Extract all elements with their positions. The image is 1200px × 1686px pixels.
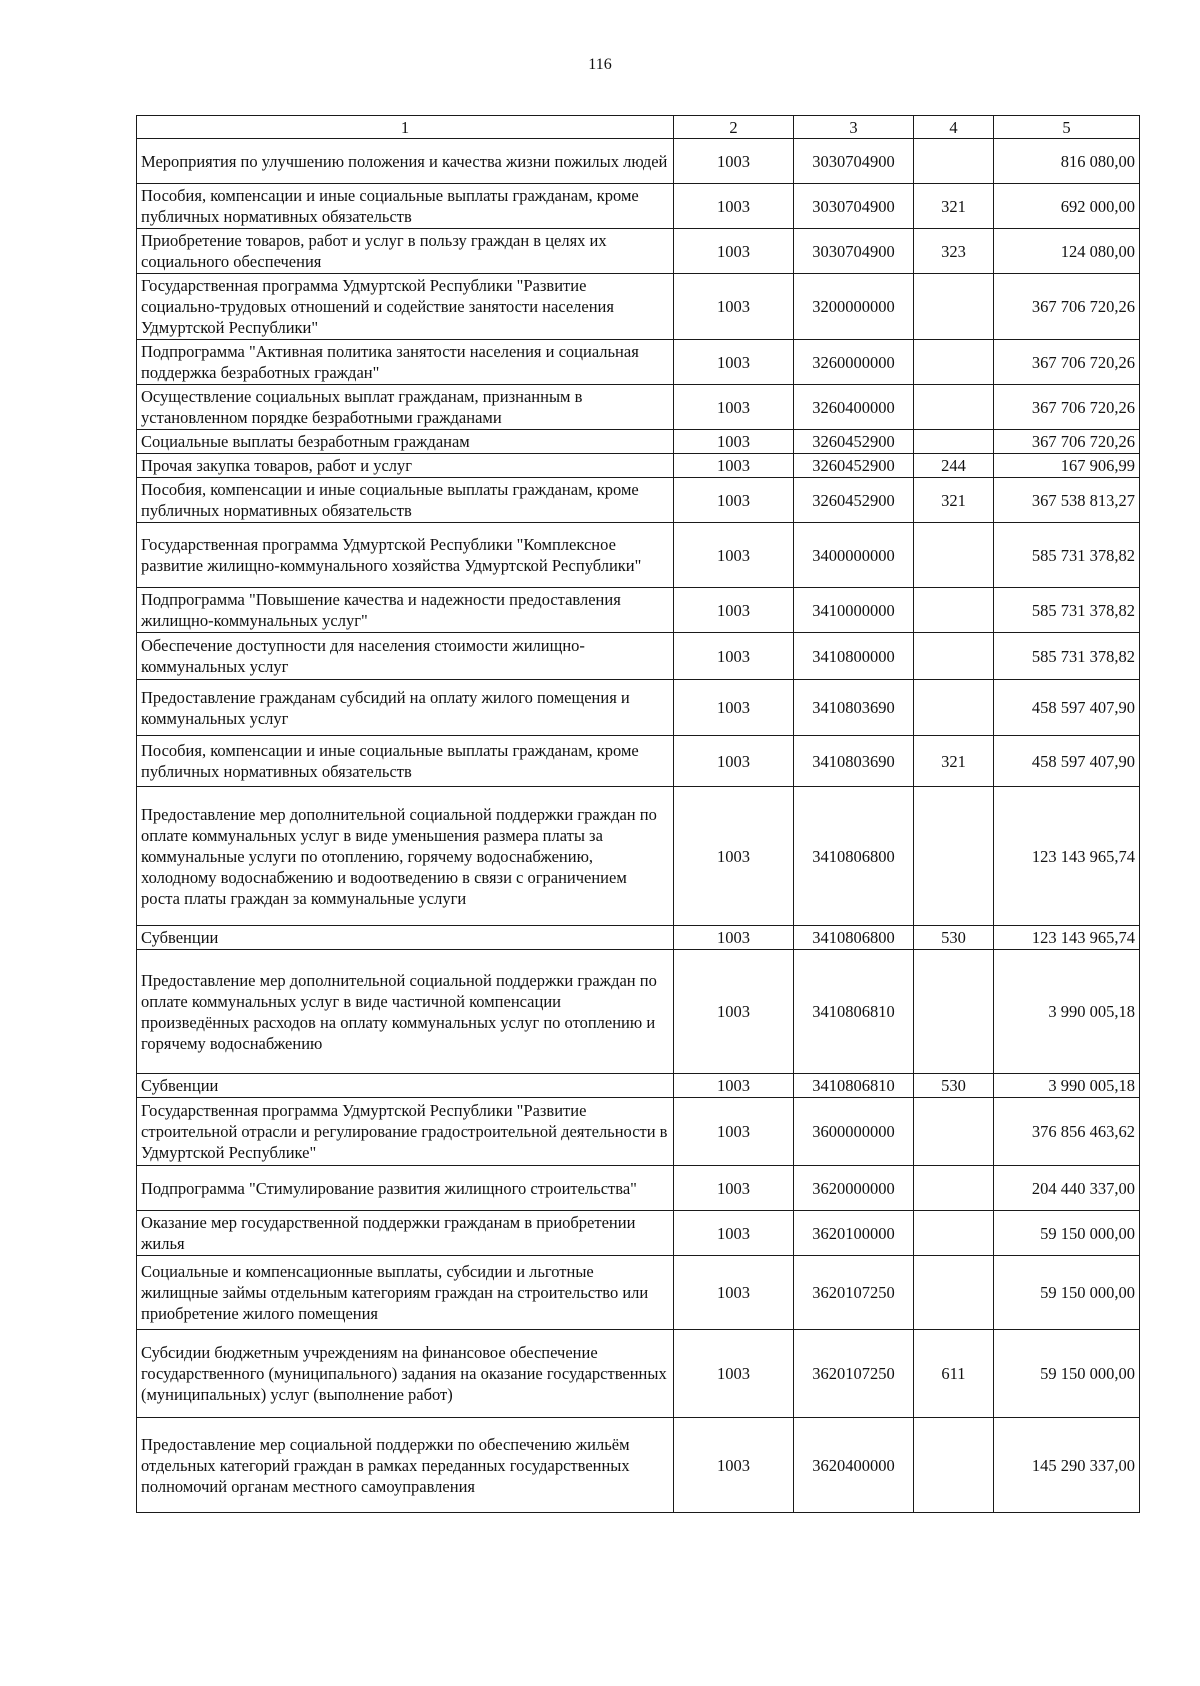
cell-expense-type <box>914 1166 994 1211</box>
cell-expense-type <box>914 1098 994 1166</box>
cell-name: Государственная программа Удмуртской Республики "Развитие строительной отрасли и регулирование градостроительной деятельности в Удмуртской Республике" <box>137 1098 674 1166</box>
cell-section-code: 1003 <box>674 950 794 1074</box>
cell-name: Государственная программа Удмуртской Республики "Комплексное развитие жилищно-коммунального хозяйства Удмуртской Республики" <box>137 523 674 588</box>
cell-expense-type <box>914 787 994 926</box>
cell-expense-type: 321 <box>914 478 994 523</box>
cell-name: Социальные выплаты безработным гражданам <box>137 430 674 454</box>
table-row <box>137 340 1140 385</box>
cell-name: Подпрограмма "Активная политика занятости населения и социальная поддержка безработных граждан" <box>137 340 674 385</box>
cell-target-article: 3410806810 <box>794 1074 914 1098</box>
cell-section-code: 1003 <box>674 523 794 588</box>
cell-section-code: 1003 <box>674 1211 794 1256</box>
cell-target-article: 3620107250 <box>794 1330 914 1418</box>
cell-expense-type <box>914 588 994 633</box>
cell-target-article: 3620400000 <box>794 1418 914 1513</box>
cell-expense-type: 530 <box>914 1074 994 1098</box>
cell-section-code: 1003 <box>674 385 794 430</box>
cell-name: Государственная программа Удмуртской Республики "Развитие социально-трудовых отношений и содействие занятости населения Удмуртской Республики" <box>137 274 674 340</box>
cell-amount: 585 731 378,82 <box>994 588 1140 633</box>
header-row <box>137 116 1140 139</box>
cell-amount: 816 080,00 <box>994 139 1140 184</box>
cell-amount: 367 706 720,26 <box>994 274 1140 340</box>
cell-section-code: 1003 <box>674 736 794 787</box>
cell-expense-type <box>914 340 994 385</box>
cell-section-code: 1003 <box>674 340 794 385</box>
cell-expense-type <box>914 633 994 680</box>
cell-name: Предоставление гражданам субсидий на оплату жилого помещения и коммунальных услуг <box>137 680 674 736</box>
cell-section-code: 1003 <box>674 633 794 680</box>
cell-amount: 585 731 378,82 <box>994 633 1140 680</box>
table-row <box>137 633 1140 680</box>
cell-target-article: 3260452900 <box>794 478 914 523</box>
table-row <box>137 523 1140 588</box>
cell-expense-type: 321 <box>914 184 994 229</box>
cell-expense-type <box>914 523 994 588</box>
header-col-1: 1 <box>137 116 674 139</box>
cell-target-article: 3260452900 <box>794 430 914 454</box>
cell-expense-type <box>914 274 994 340</box>
cell-section-code: 1003 <box>674 1098 794 1166</box>
page-number: 116 <box>588 56 612 73</box>
cell-section-code: 1003 <box>674 229 794 274</box>
cell-name: Пособия, компенсации и иные социальные выплаты гражданам, кроме публичных нормативных обязательств <box>137 184 674 229</box>
table-row <box>137 430 1140 454</box>
cell-section-code: 1003 <box>674 1166 794 1211</box>
table-row <box>137 1256 1140 1330</box>
table-header <box>137 116 1140 139</box>
table-row <box>137 926 1140 950</box>
cell-name: Пособия, компенсации и иные социальные выплаты гражданам, кроме публичных нормативных обязательств <box>137 478 674 523</box>
cell-amount: 367 706 720,26 <box>994 340 1140 385</box>
cell-target-article: 3260452900 <box>794 454 914 478</box>
cell-name: Субсидии бюджетным учреждениям на финансовое обеспечение государственного (муниципального) задания на оказание государственных (муниципальных) услуг (выполнение работ) <box>137 1330 674 1418</box>
table-row <box>137 385 1140 430</box>
cell-section-code: 1003 <box>674 926 794 950</box>
cell-target-article: 3260000000 <box>794 340 914 385</box>
cell-amount: 367 706 720,26 <box>994 385 1140 430</box>
cell-section-code: 1003 <box>674 588 794 633</box>
cell-name: Субвенции <box>137 926 674 950</box>
cell-expense-type <box>914 1256 994 1330</box>
cell-section-code: 1003 <box>674 478 794 523</box>
cell-target-article: 3030704900 <box>794 229 914 274</box>
header-col-4: 4 <box>914 116 994 139</box>
cell-amount: 123 143 965,74 <box>994 926 1140 950</box>
cell-amount: 376 856 463,62 <box>994 1098 1140 1166</box>
cell-amount: 585 731 378,82 <box>994 523 1140 588</box>
cell-target-article: 3410806800 <box>794 926 914 950</box>
cell-target-article: 3410803690 <box>794 736 914 787</box>
table-row <box>137 1166 1140 1211</box>
cell-name: Подпрограмма "Стимулирование развития жилищного строительства" <box>137 1166 674 1211</box>
cell-section-code: 1003 <box>674 1256 794 1330</box>
budget-table <box>136 115 1140 1513</box>
cell-amount: 145 290 337,00 <box>994 1418 1140 1513</box>
cell-section-code: 1003 <box>674 274 794 340</box>
cell-expense-type <box>914 385 994 430</box>
cell-target-article: 3620107250 <box>794 1256 914 1330</box>
cell-target-article: 3410806800 <box>794 787 914 926</box>
cell-name: Пособия, компенсации и иные социальные выплаты гражданам, кроме публичных нормативных обязательств <box>137 736 674 787</box>
cell-expense-type <box>914 1418 994 1513</box>
cell-name: Предоставление мер дополнительной социальной поддержки граждан по оплате коммунальных услуг в виде частичной компенсации произведённых расходов на оплату коммунальных услуг по отоплению и горячему водоснабжению <box>137 950 674 1074</box>
cell-name: Социальные и компенсационные выплаты, субсидии и льготные жилищные займы отдельным категориям граждан на строительство или приобретение жилого помещения <box>137 1256 674 1330</box>
cell-target-article: 3030704900 <box>794 184 914 229</box>
table-row <box>137 274 1140 340</box>
cell-target-article: 3410000000 <box>794 588 914 633</box>
cell-expense-type: 530 <box>914 926 994 950</box>
cell-target-article: 3410806810 <box>794 950 914 1074</box>
cell-target-article: 3410800000 <box>794 633 914 680</box>
cell-section-code: 1003 <box>674 1418 794 1513</box>
cell-expense-type: 611 <box>914 1330 994 1418</box>
cell-amount: 3 990 005,18 <box>994 950 1140 1074</box>
header-col-3: 3 <box>794 116 914 139</box>
table-row <box>137 139 1140 184</box>
cell-amount: 59 150 000,00 <box>994 1256 1140 1330</box>
cell-name: Оказание мер государственной поддержки гражданам в приобретении жилья <box>137 1211 674 1256</box>
cell-name: Предоставление мер дополнительной социальной поддержки граждан по оплате коммунальных услуг в виде уменьшения размера платы за коммунальные услуги по отоплению, горячему водоснабжению, холодному водоснабжению и водоотведению в связи с ограничением роста платы граждан за коммунальные услуги <box>137 787 674 926</box>
table-row <box>137 680 1140 736</box>
header-col-5: 5 <box>994 116 1140 139</box>
cell-amount: 124 080,00 <box>994 229 1140 274</box>
table-row <box>137 478 1140 523</box>
cell-name: Предоставление мер социальной поддержки по обеспечению жильём отдельных категорий граждан в рамках переданных государственных полномочий органам местного самоуправления <box>137 1418 674 1513</box>
cell-section-code: 1003 <box>674 680 794 736</box>
cell-expense-type <box>914 430 994 454</box>
table-row <box>137 1074 1140 1098</box>
cell-target-article: 3260400000 <box>794 385 914 430</box>
cell-expense-type <box>914 1211 994 1256</box>
table-row <box>137 454 1140 478</box>
cell-target-article: 3030704900 <box>794 139 914 184</box>
header-col-2: 2 <box>674 116 794 139</box>
cell-name: Субвенции <box>137 1074 674 1098</box>
table-row <box>137 184 1140 229</box>
table-row <box>137 1098 1140 1166</box>
cell-section-code: 1003 <box>674 184 794 229</box>
cell-expense-type <box>914 950 994 1074</box>
cell-amount: 458 597 407,90 <box>994 680 1140 736</box>
cell-section-code: 1003 <box>674 787 794 926</box>
cell-amount: 367 706 720,26 <box>994 430 1140 454</box>
cell-name: Прочая закупка товаров, работ и услуг <box>137 454 674 478</box>
cell-expense-type: 321 <box>914 736 994 787</box>
cell-amount: 3 990 005,18 <box>994 1074 1140 1098</box>
cell-amount: 458 597 407,90 <box>994 736 1140 787</box>
cell-target-article: 3620100000 <box>794 1211 914 1256</box>
cell-target-article: 3620000000 <box>794 1166 914 1211</box>
cell-amount: 692 000,00 <box>994 184 1140 229</box>
cell-expense-type <box>914 680 994 736</box>
table-row <box>137 1330 1140 1418</box>
cell-expense-type: 323 <box>914 229 994 274</box>
cell-section-code: 1003 <box>674 1074 794 1098</box>
cell-target-article: 3410803690 <box>794 680 914 736</box>
cell-name: Приобретение товаров, работ и услуг в пользу граждан в целях их социального обеспечения <box>137 229 674 274</box>
cell-amount: 123 143 965,74 <box>994 787 1140 926</box>
table-row <box>137 1211 1140 1256</box>
cell-amount: 167 906,99 <box>994 454 1140 478</box>
cell-target-article: 3600000000 <box>794 1098 914 1166</box>
table-row <box>137 736 1140 787</box>
cell-amount: 204 440 337,00 <box>994 1166 1140 1211</box>
table-row <box>137 950 1140 1074</box>
cell-name: Подпрограмма "Повышение качества и надежности предоставления жилищно-коммунальных услуг" <box>137 588 674 633</box>
cell-amount: 367 538 813,27 <box>994 478 1140 523</box>
cell-amount: 59 150 000,00 <box>994 1211 1140 1256</box>
cell-section-code: 1003 <box>674 454 794 478</box>
table-row <box>137 787 1140 926</box>
cell-name: Мероприятия по улучшению положения и качества жизни пожилых людей <box>137 139 674 184</box>
table-body <box>137 139 1140 1513</box>
cell-expense-type: 244 <box>914 454 994 478</box>
cell-name: Обеспечение доступности для населения стоимости жилищно-коммунальных услуг <box>137 633 674 680</box>
cell-amount: 59 150 000,00 <box>994 1330 1140 1418</box>
cell-target-article: 3400000000 <box>794 523 914 588</box>
cell-section-code: 1003 <box>674 1330 794 1418</box>
cell-name: Осуществление социальных выплат гражданам, признанным в установленном порядке безработными гражданами <box>137 385 674 430</box>
cell-section-code: 1003 <box>674 139 794 184</box>
table-row <box>137 229 1140 274</box>
cell-expense-type <box>914 139 994 184</box>
cell-target-article: 3200000000 <box>794 274 914 340</box>
table-row <box>137 588 1140 633</box>
table-row <box>137 1418 1140 1513</box>
cell-section-code: 1003 <box>674 430 794 454</box>
